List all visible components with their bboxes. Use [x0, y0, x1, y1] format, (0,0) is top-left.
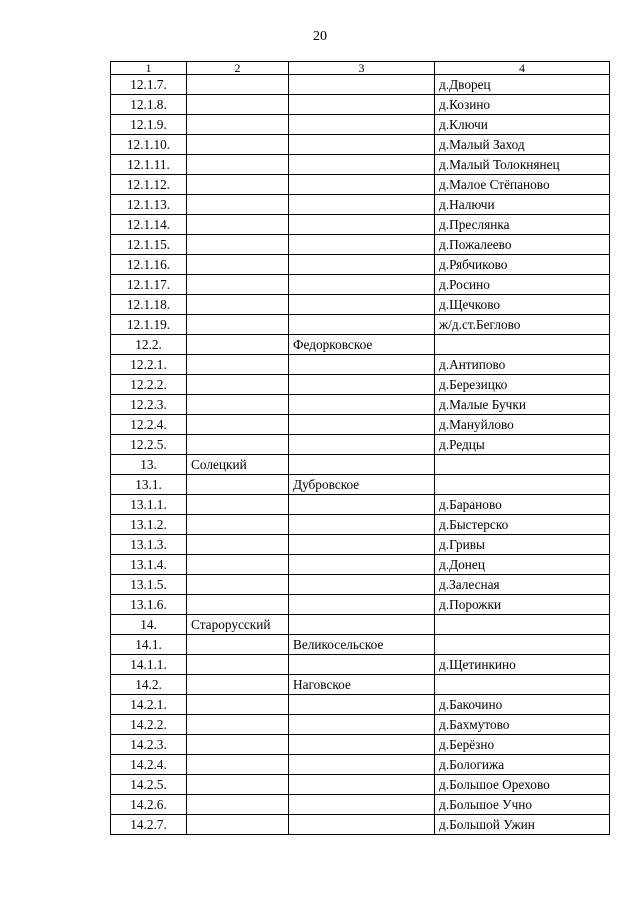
settlement-cell	[289, 295, 435, 315]
locality-cell: д.Козино	[435, 95, 610, 115]
column-header-3: 3	[289, 62, 435, 75]
district-cell	[187, 675, 289, 695]
row-number-cell: 12.2.4.	[111, 415, 187, 435]
table-row	[111, 735, 610, 755]
row-number-cell: 14.1.1.	[111, 655, 187, 675]
settlement-cell: Великосельское	[289, 635, 435, 655]
row-number-cell: 12.1.17.	[111, 275, 187, 295]
row-number-cell: 13.1.	[111, 475, 187, 495]
settlement-cell	[289, 495, 435, 515]
page-number: 20	[313, 29, 327, 44]
row-number-cell: 14.2.	[111, 675, 187, 695]
settlement-cell	[289, 375, 435, 395]
locality-cell: д.Преслянка	[435, 215, 610, 235]
row-number-cell: 12.2.1.	[111, 355, 187, 375]
district-cell	[187, 175, 289, 195]
district-cell	[187, 735, 289, 755]
settlement-cell	[289, 775, 435, 795]
locality-cell: д.Рябчиково	[435, 255, 610, 275]
table-row	[111, 335, 610, 355]
district-cell	[187, 815, 289, 835]
district-cell	[187, 395, 289, 415]
settlement-cell	[289, 595, 435, 615]
row-number-cell: 13.1.6.	[111, 595, 187, 615]
settlement-cell	[289, 655, 435, 675]
district-cell	[187, 215, 289, 235]
settlement-cell	[289, 415, 435, 435]
locality-cell: д.Большое Орехово	[435, 775, 610, 795]
district-cell	[187, 375, 289, 395]
district-cell	[187, 635, 289, 655]
locality-cell: д.Быстерско	[435, 515, 610, 535]
district-cell	[187, 535, 289, 555]
table-row	[111, 815, 610, 835]
table-row	[111, 495, 610, 515]
district-cell	[187, 575, 289, 595]
table-row	[111, 555, 610, 575]
locality-cell: д.Большой Ужин	[435, 815, 610, 835]
row-number-cell: 12.1.8.	[111, 95, 187, 115]
settlement-cell: Федорковское	[289, 335, 435, 355]
district-cell	[187, 135, 289, 155]
district-cell	[187, 355, 289, 375]
locality-cell: д.Малый Заход	[435, 135, 610, 155]
settlement-cell	[289, 355, 435, 375]
locality-cell: д.Малое Стёпаново	[435, 175, 610, 195]
row-number-cell: 14.2.3.	[111, 735, 187, 755]
table-row	[111, 715, 610, 735]
settlement-cell	[289, 155, 435, 175]
table-header-row	[111, 62, 610, 75]
row-number-cell: 12.1.9.	[111, 115, 187, 135]
row-number-cell: 14.2.5.	[111, 775, 187, 795]
settlement-cell: Дубровское	[289, 475, 435, 495]
district-cell	[187, 595, 289, 615]
settlement-cell	[289, 535, 435, 555]
row-number-cell: 12.1.10.	[111, 135, 187, 155]
column-header-1: 1	[111, 62, 187, 75]
table-row	[111, 375, 610, 395]
row-number-cell: 12.2.2.	[111, 375, 187, 395]
locality-cell	[435, 455, 610, 475]
row-number-cell: 12.1.18.	[111, 295, 187, 315]
column-header-2: 2	[187, 62, 289, 75]
table-body	[111, 75, 610, 835]
locality-cell: д.Ключи	[435, 115, 610, 135]
settlement-cell	[289, 755, 435, 775]
table-row	[111, 95, 610, 115]
row-number-cell: 12.1.11.	[111, 155, 187, 175]
locality-cell: д.Большое Учно	[435, 795, 610, 815]
locality-cell: д.Бахмутово	[435, 715, 610, 735]
district-cell	[187, 495, 289, 515]
district-cell	[187, 235, 289, 255]
table-row	[111, 595, 610, 615]
locality-cell: д.Редцы	[435, 435, 610, 455]
settlement-cell	[289, 95, 435, 115]
district-cell: Солецкий	[187, 455, 289, 475]
settlement-cell	[289, 555, 435, 575]
district-cell	[187, 275, 289, 295]
district-cell	[187, 775, 289, 795]
row-number-cell: 13.1.4.	[111, 555, 187, 575]
table-row	[111, 215, 610, 235]
district-cell	[187, 695, 289, 715]
district-cell	[187, 715, 289, 735]
settlement-cell	[289, 175, 435, 195]
district-cell	[187, 95, 289, 115]
settlement-cell	[289, 395, 435, 415]
settlement-cell	[289, 715, 435, 735]
locality-cell	[435, 675, 610, 695]
settlement-cell	[289, 795, 435, 815]
district-cell	[187, 195, 289, 215]
row-number-cell: 14.2.4.	[111, 755, 187, 775]
table-row	[111, 275, 610, 295]
table-row	[111, 295, 610, 315]
row-number-cell: 14.2.2.	[111, 715, 187, 735]
table-row	[111, 775, 610, 795]
locality-cell	[435, 475, 610, 495]
row-number-cell: 12.1.7.	[111, 75, 187, 95]
district-cell	[187, 475, 289, 495]
table-row	[111, 695, 610, 715]
row-number-cell: 12.1.12.	[111, 175, 187, 195]
table-row	[111, 155, 610, 175]
settlement-cell	[289, 695, 435, 715]
settlement-cell	[289, 435, 435, 455]
row-number-cell: 14.2.7.	[111, 815, 187, 835]
table-row	[111, 795, 610, 815]
column-header-4: 4	[435, 62, 610, 75]
locality-cell: д.Антипово	[435, 355, 610, 375]
settlement-cell	[289, 235, 435, 255]
table-row	[111, 415, 610, 435]
settlement-cell	[289, 615, 435, 635]
row-number-cell: 14.2.6.	[111, 795, 187, 815]
table-row	[111, 135, 610, 155]
settlement-cell	[289, 115, 435, 135]
table-row	[111, 315, 610, 335]
row-number-cell: 13.1.2.	[111, 515, 187, 535]
row-number-cell: 12.2.3.	[111, 395, 187, 415]
locality-cell: д.Пожалеево	[435, 235, 610, 255]
settlement-cell	[289, 735, 435, 755]
row-number-cell: 12.1.14.	[111, 215, 187, 235]
settlement-cell	[289, 195, 435, 215]
locality-cell: д.Налючи	[435, 195, 610, 215]
table-row	[111, 535, 610, 555]
row-number-cell: 14.1.	[111, 635, 187, 655]
row-number-cell: 13.1.3.	[111, 535, 187, 555]
district-cell	[187, 755, 289, 775]
district-cell	[187, 255, 289, 275]
district-cell	[187, 515, 289, 535]
settlement-cell	[289, 455, 435, 475]
row-number-cell: 12.1.19.	[111, 315, 187, 335]
row-number-cell: 14.	[111, 615, 187, 635]
settlement-cell	[289, 575, 435, 595]
locality-cell: д.Березицко	[435, 375, 610, 395]
locality-cell	[435, 335, 610, 355]
table-row	[111, 195, 610, 215]
locality-cell: д.Щетинкино	[435, 655, 610, 675]
row-number-cell: 13.1.1.	[111, 495, 187, 515]
locality-cell	[435, 615, 610, 635]
settlement-cell	[289, 135, 435, 155]
row-number-cell: 13.1.5.	[111, 575, 187, 595]
district-cell	[187, 115, 289, 135]
table-row	[111, 455, 610, 475]
locality-cell: д.Щечково	[435, 295, 610, 315]
table-row	[111, 395, 610, 415]
table-row	[111, 755, 610, 775]
table-row	[111, 515, 610, 535]
settlement-cell: Наговское	[289, 675, 435, 695]
district-cell	[187, 315, 289, 335]
locality-cell: д.Мануйлово	[435, 415, 610, 435]
settlement-cell	[289, 75, 435, 95]
table-row	[111, 475, 610, 495]
district-cell	[187, 555, 289, 575]
row-number-cell: 12.1.16.	[111, 255, 187, 275]
row-number-cell: 14.2.1.	[111, 695, 187, 715]
locality-cell: д.Росино	[435, 275, 610, 295]
table-row	[111, 235, 610, 255]
settlement-cell	[289, 275, 435, 295]
settlement-cell	[289, 815, 435, 835]
district-cell	[187, 295, 289, 315]
district-cell	[187, 655, 289, 675]
table-row	[111, 655, 610, 675]
table-row	[111, 675, 610, 695]
district-cell	[187, 795, 289, 815]
row-number-cell: 12.1.13.	[111, 195, 187, 215]
settlement-cell	[289, 315, 435, 335]
locality-cell: д.Гривы	[435, 535, 610, 555]
table-row	[111, 355, 610, 375]
locality-cell: д.Бологижа	[435, 755, 610, 775]
locality-cell: д.Дворец	[435, 75, 610, 95]
locality-cell: д.Малый Толокнянец	[435, 155, 610, 175]
settlements-table	[110, 61, 610, 835]
settlement-cell	[289, 215, 435, 235]
district-cell	[187, 155, 289, 175]
table-row	[111, 255, 610, 275]
row-number-cell: 12.2.5.	[111, 435, 187, 455]
locality-cell: д.Порожки	[435, 595, 610, 615]
locality-cell: д.Малые Бучки	[435, 395, 610, 415]
locality-cell: д.Берёзно	[435, 735, 610, 755]
locality-cell: д.Бараново	[435, 495, 610, 515]
district-cell	[187, 335, 289, 355]
row-number-cell: 12.1.15.	[111, 235, 187, 255]
table-row	[111, 635, 610, 655]
district-cell: Старорусский	[187, 615, 289, 635]
row-number-cell: 12.2.	[111, 335, 187, 355]
district-cell	[187, 435, 289, 455]
table-row	[111, 575, 610, 595]
locality-cell: д.Залесная	[435, 575, 610, 595]
table-row	[111, 435, 610, 455]
district-cell	[187, 75, 289, 95]
locality-cell: д.Бакочино	[435, 695, 610, 715]
settlement-cell	[289, 515, 435, 535]
table-row	[111, 115, 610, 135]
table-row	[111, 615, 610, 635]
locality-cell: д.Донец	[435, 555, 610, 575]
district-cell	[187, 415, 289, 435]
settlement-cell	[289, 255, 435, 275]
locality-cell: ж/д.ст.Беглово	[435, 315, 610, 335]
table-row	[111, 75, 610, 95]
row-number-cell: 13.	[111, 455, 187, 475]
locality-cell	[435, 635, 610, 655]
table-row	[111, 175, 610, 195]
